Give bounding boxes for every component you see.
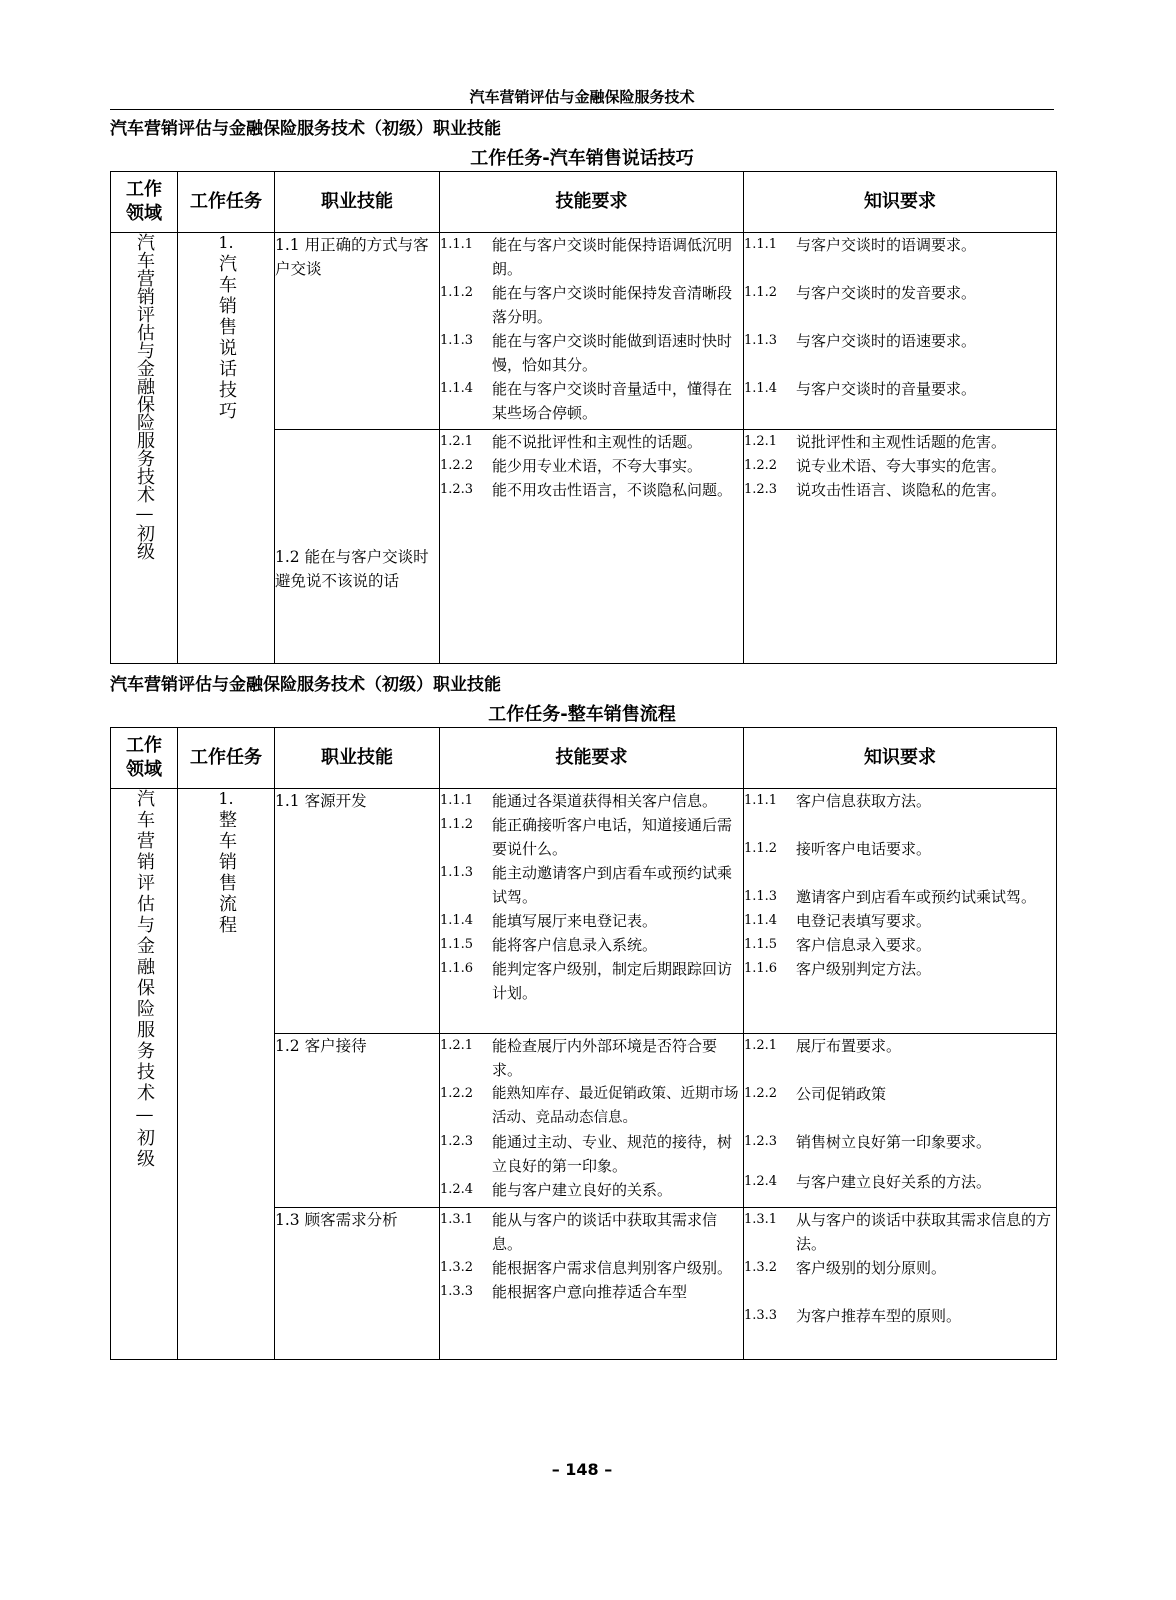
list-item: 1.2.2 说专业术语、夸大事实的危害。 (744, 457, 1007, 475)
task-cell (178, 789, 275, 1360)
col-header-domain: 工作领域 (111, 172, 178, 233)
list-item: 1.2.2 公司促销政策 (744, 1085, 887, 1103)
list-item: 1.1.4 与客户交谈时的音量要求。 (744, 380, 977, 398)
skill-requirements-cell (440, 789, 744, 1034)
knowledge-requirements-cell (744, 789, 1057, 1034)
list-item: 1.3.1 从与客户的谈话中获取其需求信息的方法。 (744, 1211, 1052, 1253)
skill-requirements-cell (440, 430, 744, 664)
task-cell (178, 233, 275, 664)
skill-cell: 1.2 能在与客户交谈时避免说不该说的话 (275, 430, 440, 664)
list-item: 1.1.2 能正确接听客户电话，知道接通后需要说什么。 (440, 816, 733, 858)
table-header-row (111, 728, 1057, 789)
list-item: 1.2.4 与客户建立良好关系的方法。 (744, 1173, 992, 1191)
list-item: 1.2.3 能不用攻击性语言，不谈隐私问题。 (440, 481, 733, 499)
col-header-skill: 职业技能 (275, 172, 440, 233)
skill-cell: 1.1 客源开发 (275, 789, 440, 1034)
list-item: 1.1.4 能填写展厅来电登记表。 (440, 912, 658, 930)
page-number: – 148 – (551, 1460, 613, 1479)
list-item: 1.1.2 能在与客户交谈时能保持发音清晰段落分明。 (440, 284, 733, 326)
knowledge-requirements-cell (744, 1208, 1057, 1360)
table-row (111, 789, 1057, 1034)
list-item: 1.1.4 电登记表填写要求。 (744, 912, 932, 930)
list-item: 1.2.1 说批评性和主观性话题的危害。 (744, 433, 1007, 451)
list-item: 1.2.1 展厅布置要求。 (744, 1037, 902, 1055)
col-header-knowledge-req: 知识要求 (744, 172, 1057, 233)
list-item: 1.1.6 客户级别判定方法。 (744, 960, 932, 978)
list-item: 1.1.4 能在与客户交谈时音量适中，懂得在某些场合停顿。 (440, 380, 733, 422)
list-item: 1.1.5 能将客户信息录入系统。 (440, 936, 658, 954)
list-item: 1.2.3 销售树立良好第一印象要求。 (744, 1133, 992, 1151)
list-item: 1.1.1 能在与客户交谈时能保持语调低沉明朗。 (440, 236, 733, 278)
list-item: 1.2.1 能不说批评性和主观性的话题。 (440, 433, 703, 451)
col-header-task: 工作任务 (178, 728, 275, 789)
col-header-skill-req: 技能要求 (440, 172, 744, 233)
section1-subtitle: 工作任务-汽车销售说话技巧 (470, 148, 694, 169)
domain-cell: 汽车营销评估与金融保险服务技术—初级 (111, 789, 178, 1360)
table-header-row (111, 172, 1057, 233)
list-item: 1.1.3 邀请客户到店看车或预约试乘试驾。 (744, 888, 1037, 906)
list-item: 1.2.3 能通过主动、专业、规范的接待，树立良好的第一印象。 (440, 1133, 733, 1175)
task-name: 整车销售流程 (216, 810, 237, 936)
section2-table (110, 727, 1057, 1360)
col-header-skill: 职业技能 (275, 728, 440, 789)
section1-heading: 汽车营销评估与金融保险服务技术（初级）职业技能 (110, 119, 501, 139)
knowledge-requirements-cell (744, 1034, 1057, 1208)
list-item: 1.2.2 能少用专业术语，不夸大事实。 (440, 457, 703, 475)
section2-heading: 汽车营销评估与金融保险服务技术（初级）职业技能 (110, 675, 501, 695)
list-item: 1.3.3 为客户推荐车型的原则。 (744, 1307, 962, 1325)
list-item: 1.1.3 能在与客户交谈时能做到语速时快时慢，恰如其分。 (440, 332, 733, 374)
list-item: 1.2.1 能检查展厅内外部环境是否符合要求。 (440, 1037, 718, 1079)
list-item: 1.2.4 能与客户建立良好的关系。 (440, 1181, 673, 1199)
list-item: 1.2.2 能熟知库存、最近促销政策、近期市场活动、竞品动态信息。 (440, 1086, 739, 1126)
col-header-domain: 工作领域 (111, 728, 178, 789)
table-row (111, 233, 1057, 430)
running-header: 汽车营销评估与金融保险服务技术 (469, 88, 695, 106)
col-header-skill-req: 技能要求 (440, 728, 744, 789)
list-item: 1.1.3 与客户交谈时的语速要求。 (744, 332, 977, 350)
section1-table (110, 171, 1057, 664)
task-number: 1. (218, 233, 234, 252)
list-item: 1.1.1 能通过各渠道获得相关客户信息。 (440, 792, 718, 810)
col-header-knowledge-req: 知识要求 (744, 728, 1057, 789)
knowledge-requirements-cell (744, 430, 1057, 664)
domain-cell: 汽车营销评估与金融保险服务技术—初级 (111, 233, 178, 664)
skill-cell: 1.3 顾客需求分析 (275, 1208, 440, 1360)
knowledge-requirements-cell (744, 233, 1057, 430)
list-item: 1.1.1 与客户交谈时的语调要求。 (744, 236, 977, 254)
list-item: 1.1.5 客户信息录入要求。 (744, 936, 932, 954)
skill-cell: 1.2 客户接待 (275, 1034, 440, 1208)
skill-requirements-cell (440, 1208, 744, 1360)
list-item: 1.2.3 说攻击性语言、谈隐私的危害。 (744, 481, 1007, 499)
header-rule (110, 109, 1054, 110)
list-item: 1.1.3 能主动邀请客户到店看车或预约试乘试驾。 (440, 864, 733, 906)
section2-subtitle: 工作任务-整车销售流程 (488, 704, 676, 725)
list-item: 1.3.2 能根据客户需求信息判别客户级别。 (440, 1259, 733, 1277)
task-number: 1. (218, 789, 234, 808)
list-item: 1.1.6 能判定客户级别，制定后期跟踪回访计划。 (440, 960, 733, 1002)
list-item: 1.1.2 与客户交谈时的发音要求。 (744, 284, 977, 302)
skill-requirements-cell (440, 233, 744, 430)
task-name: 汽车销售说话技巧 (216, 254, 237, 422)
list-item: 1.3.1 能从与客户的谈话中获取其需求信息。 (440, 1211, 718, 1253)
col-header-task: 工作任务 (178, 172, 275, 233)
skill-cell: 1.1 用正确的方式与客户交谈 (275, 233, 440, 430)
skill-requirements-cell (440, 1034, 744, 1208)
list-item: 1.3.2 客户级别的划分原则。 (744, 1259, 947, 1277)
list-item: 1.1.2 接听客户电话要求。 (744, 840, 932, 858)
list-item: 1.3.3 能根据客户意向推荐适合车型 (440, 1283, 688, 1301)
list-item: 1.1.1 客户信息获取方法。 (744, 792, 932, 810)
